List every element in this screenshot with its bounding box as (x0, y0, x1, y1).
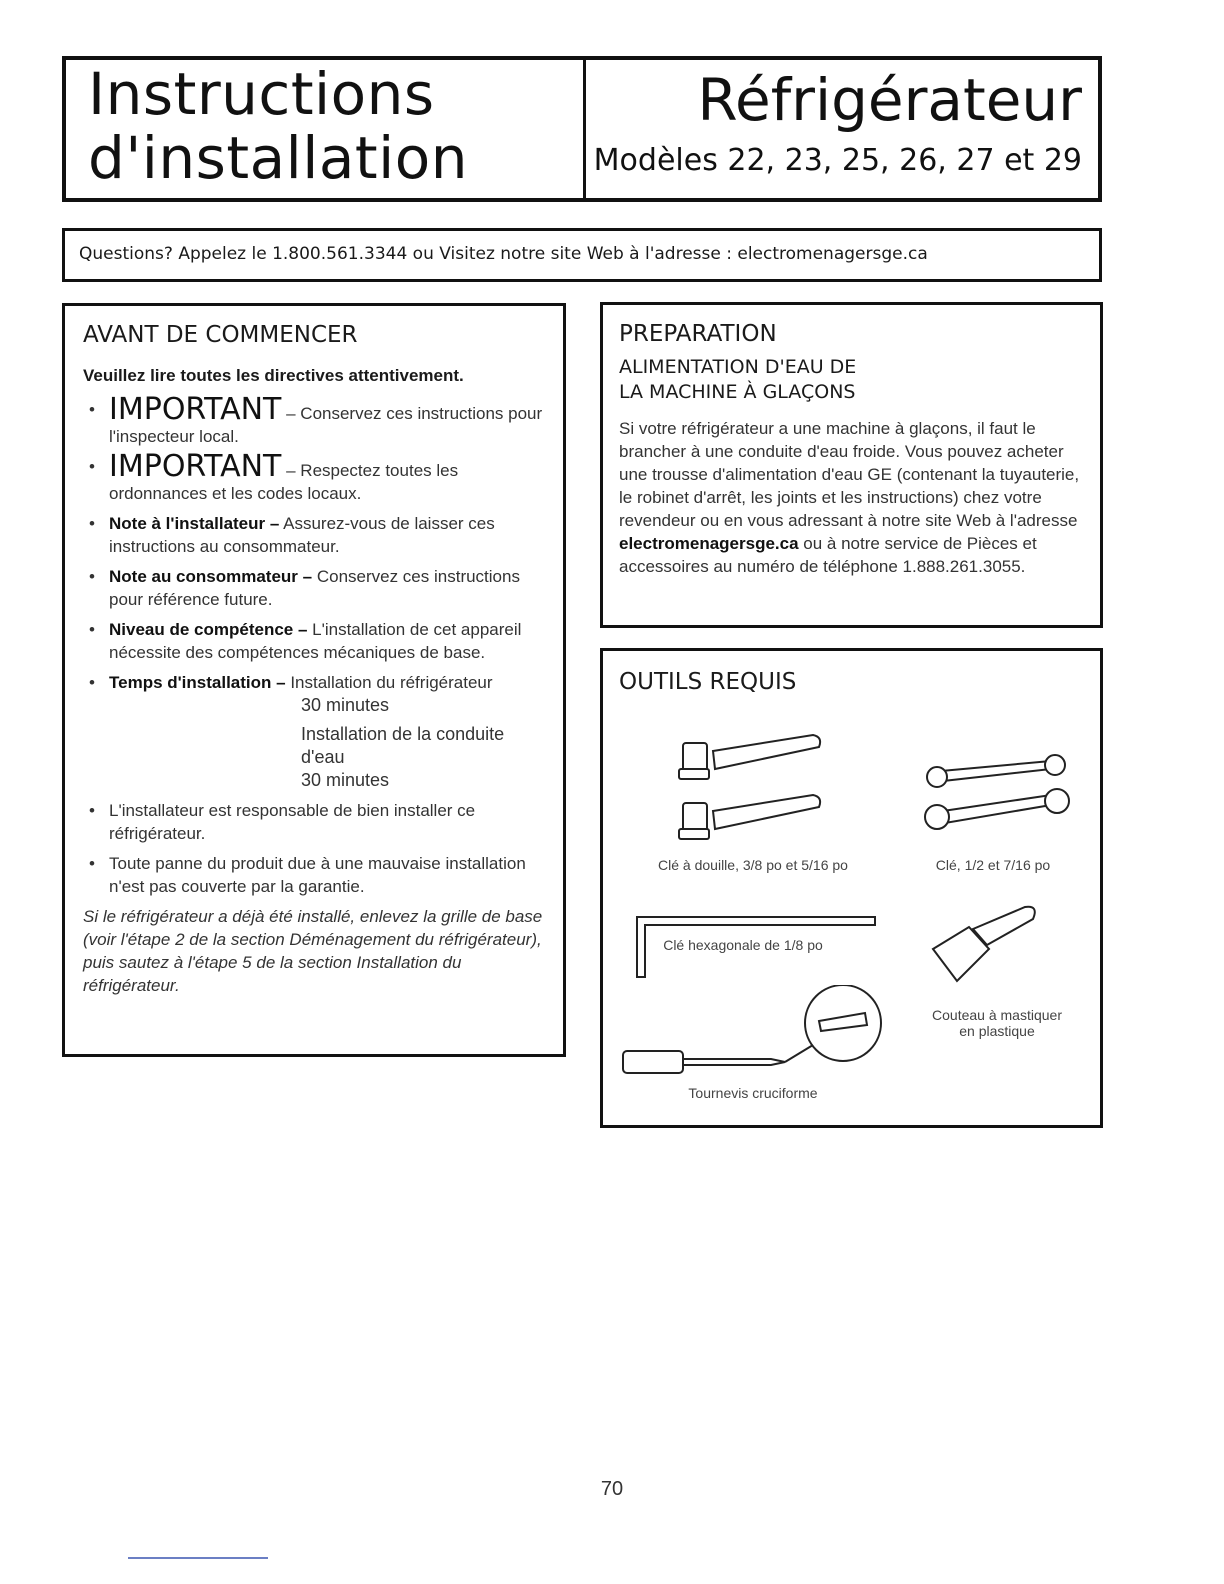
putty-knife-label (907, 1007, 1087, 1039)
list-item (83, 671, 549, 792)
screwdriver-icon (621, 985, 901, 1081)
prep-text-part-1: Si votre réfrigérateur a une machine à glaçons, il faut le brancher à une conduite d'eau froide. Vous pouvez acheter une trousse d'alimentation d'eau GE (contenant la tuyauterie, le robinet d'arrêt, les joints et les instructions) chez votre revendeur ou en vous adressant à notre site Web à l'adresse (619, 419, 1080, 530)
note-consommateur-label: Note au consommateur – (109, 567, 313, 586)
note-consommateur-text: Conservez ces instructions pour référence future. (109, 567, 520, 609)
outils-requis-box (600, 648, 1103, 1128)
list-item (83, 512, 549, 558)
prep-subtitle-line-2: LA MACHINE À GLAÇONS (619, 381, 856, 403)
title-block (66, 60, 586, 198)
niveau-label: Niveau de compétence – (109, 620, 308, 639)
prep-title: PREPARATION (619, 321, 777, 347)
prep-text (619, 417, 1086, 578)
avant-de-commencer-box (62, 303, 566, 1057)
temps-time-2: 30 minutes (301, 770, 390, 790)
important-text: – Conservez ces instructions pour l'inspecteur local. (109, 404, 543, 446)
product-block (586, 60, 1098, 198)
title-line-1: Instructions (88, 60, 435, 128)
page-number: 70 (600, 1478, 624, 1500)
footer-divider (128, 1557, 268, 1559)
open-wrench-label: Clé, 1/2 et 7/16 po (935, 857, 1051, 873)
list-item (83, 618, 549, 664)
preparation-box (600, 302, 1103, 628)
putty-knife-label-line-1: Couteau à mastiquer (932, 1007, 1062, 1023)
questions-banner: Questions? Appelez le 1.800.561.3344 ou Visitez notre site Web à l'adresse : electromenagersge.ca (62, 228, 1102, 282)
prep-website-link[interactable]: electromenagersge.ca (619, 534, 799, 553)
temps-conduite: Installation de la conduite d'eau (301, 724, 505, 767)
note-installateur-text: Assurez-vous de laisser ces instructions au consommateur. (109, 514, 495, 556)
putty-knife-icon (929, 899, 1049, 989)
open-wrench-icon (921, 751, 1071, 841)
avant-title: AVANT DE COMMENCER (83, 322, 358, 348)
prep-subtitle-line-1: ALIMENTATION D'EAU DE (619, 356, 857, 378)
hex-key-label: Clé hexagonale de 1/8 po (663, 937, 823, 953)
responsable-text: L'installateur est responsable de bien installer ce réfrigérateur. (109, 801, 476, 843)
prep-text-part-2: ou à notre service de Pièces et accessoires au numéro de téléphone 1.888.261.3055. (619, 534, 1037, 576)
list-item (83, 799, 549, 845)
temps-label: Temps d'installation – (109, 673, 286, 692)
putty-knife-label-line-2: en plastique (959, 1023, 1035, 1039)
important-text: – Respectez toutes les ordonnances et les codes locaux. (109, 461, 459, 503)
socket-wrench-icon (673, 729, 833, 849)
temps-time-1: 30 minutes (301, 695, 390, 715)
important-label: IMPORTANT (109, 392, 282, 427)
models-subtitle: Modèles 22, 23, 25, 26, 27 et 29 (593, 143, 1082, 178)
screwdriver-label: Tournevis cruciforme (688, 1085, 818, 1101)
list-item (83, 449, 549, 505)
title-header (62, 56, 1102, 202)
panne-text: Toute panne du produit due à une mauvaise installation n'est pas couverte par la garantie. (109, 854, 526, 896)
title-line-2: d'installation (88, 124, 469, 192)
niveau-text: L'installation de cet appareil nécessite des compétences mécaniques de base. (109, 620, 522, 662)
important-label: IMPORTANT (109, 449, 282, 484)
socket-wrench-label: Clé à douille, 3/8 po et 5/16 po (658, 857, 848, 873)
prep-subtitle (619, 355, 1086, 405)
list-item (83, 565, 549, 611)
list-item (83, 392, 549, 448)
product-title: Réfrigérateur (697, 66, 1082, 134)
list-item (83, 852, 549, 898)
temps-text: Installation du réfrigérateur (285, 673, 493, 692)
avant-lead: Veuillez lire toutes les directives attentivement. (83, 366, 464, 385)
outils-title: OUTILS REQUIS (619, 669, 797, 695)
note-installateur-label: Note à l'installateur – (109, 514, 280, 533)
italic-note: Si le réfrigérateur a déjà été installé, enlevez la grille de base (voir l'étape 2 de la section Déménagement du réfrigérateur), puis sautez à l'étape 5 de la section Installation du réfrigérateur. (83, 907, 543, 995)
avant-list (83, 392, 549, 898)
